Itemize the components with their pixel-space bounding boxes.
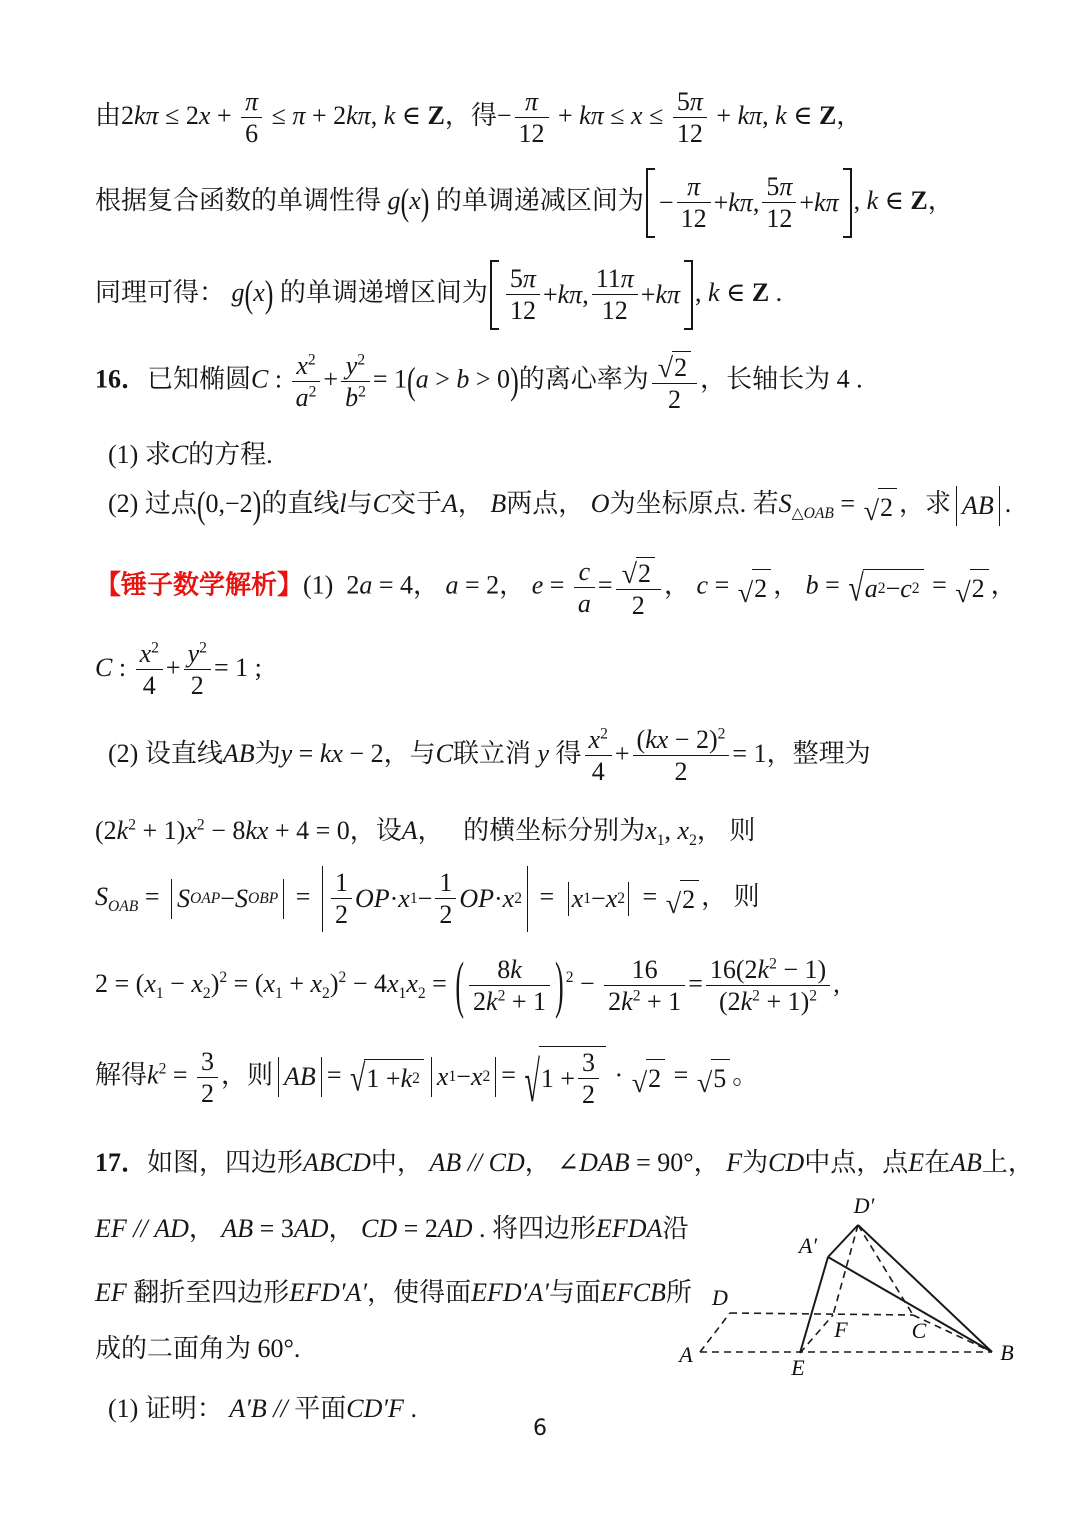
vertex-label-C: C bbox=[911, 1318, 927, 1343]
vertex-label-E: E bbox=[791, 1355, 805, 1380]
q16-part2-vieta-equation: $2 = (x_1 - x_2)^2 = (x_1 + x_2)^2 - 4x_1x_2$ = ( 8k $2k^2 + 1$ ) $^2$ − $\frac{16}{2k^2 + 1}$ = $\frac{16(2k^2 - 1)}{(2k^2 + 1)^2}$ , bbox=[95, 949, 840, 1021]
line-decreasing-interval: 根据复合函数的单调性得 g(x) 的单调递减区间为 − π 12 + kπ , 5π 12 + kπ , k ∈ Z， bbox=[95, 168, 954, 238]
q16-part2-step2: $(2k^2 + 1)x^2 - 8kx + 4 = 0$，设A， 的横坐标分别为$x_1$, $x_2$， 则 bbox=[95, 816, 756, 850]
line-trig-inequality: 由2kπ ≤ 2x + $\frac{\pi}{6}$ ≤ π + 2kπ, k ∈ Z，得− $\frac{\pi}{12}$ + kπ ≤ x ≤ $\frac{5\pi}{12}$ + kπ, k ∈ Z， bbox=[95, 87, 863, 149]
q16-statement: 16．已知椭圆C : $\frac{x^2}{a^2}$ + $\frac{y^2}{b^2}$ = 1(a > b > 0)的离心率为 √ 2 2 ，长轴长为 4 . bbox=[95, 350, 863, 415]
line-increasing-interval: 同理可得： g(x) 的单调递增区间为 5π 12 + kπ , 11π 12 + kπ , k ∈ Z . bbox=[95, 260, 782, 330]
q16-analysis-part1: 【锤子数学解析】(1) 2a = 4， a = 2， e = $\frac{c}{a}$ = √ 2 2 ， c = √ 2 ， b = √ a 2 − c 2 = √ 2 ， bbox=[95, 556, 1017, 621]
vertex-label-D-prime: D′ bbox=[853, 1193, 875, 1218]
edge-D-C-dashed bbox=[730, 1313, 913, 1315]
q16-part2-question: (2) 过点(0,−2)的直线l与C交于A， B两点， O为坐标原点. 若$S_{\triangle OAB}$ = √ 2 ，求 AB . bbox=[108, 484, 1012, 528]
q17-part1-question: (1) 证明： A′B // 平面CD′F . bbox=[108, 1394, 417, 1423]
geometry-figure-svg bbox=[660, 1183, 1050, 1395]
q17-statement-line1: 17．如图，四边形ABCD中， AB // CD， ∠DAB = 90°， F为CD中点，点E在AB上， bbox=[95, 1148, 1034, 1177]
q16-ellipse-equation: C : $\frac{x^2}{4}$ + $\frac{y^2}{2}$ = 1 ; bbox=[95, 639, 262, 701]
vertex-label-A-prime: A′ bbox=[798, 1233, 818, 1258]
q16-part2-answer: 解得$k^2$ = $\frac{3}{2}$ ，则 AB = √ 1 + k 2 x 1 − x 2 = √ 1 + 3 2 · √ 2 = √ 5 。 bbox=[95, 1046, 759, 1116]
q17-statement-line3: EF 翻折至四边形EFD′A′，使得面EFD′A′与面EFCB所 bbox=[95, 1278, 692, 1307]
q16-part2-step1: (2) 设直线AB为y = kx − 2，与C联立消 y 得 $\frac{x^2}{4}$ + $\frac{(kx - 2)^2}{2}$ = 1，整理为 bbox=[108, 725, 871, 787]
vertex-label-A: A bbox=[679, 1342, 693, 1367]
geometry-diagram bbox=[660, 1183, 1050, 1395]
edge-A-D-dashed bbox=[700, 1313, 730, 1352]
page-number: 6 bbox=[533, 1416, 547, 1441]
edge-Ap-E-solid bbox=[800, 1257, 828, 1353]
vertex-label-F: F bbox=[834, 1317, 848, 1342]
q17-statement-line4: 成的二面角为 60°. bbox=[95, 1334, 301, 1363]
solid-edges bbox=[800, 1225, 992, 1353]
vertex-label-D: D bbox=[712, 1285, 728, 1310]
q16-part1-question: (1) 求C的方程. bbox=[108, 440, 273, 469]
q17-statement-line2: EF // AD， AB = 3AD， CD = 2AD . 将四边形EFDA沿 bbox=[95, 1214, 689, 1243]
q16-part2-area-equation: $S_{OAB}$ = S OAP − S OBP = 1 2 OP · x 1 − 1 2 OP · x 2 = x 1 − x 2 = √ 2 ， 则 bbox=[95, 866, 760, 932]
edge-Ap-B-solid bbox=[828, 1257, 992, 1352]
vertex-label-B: B bbox=[1000, 1340, 1014, 1365]
